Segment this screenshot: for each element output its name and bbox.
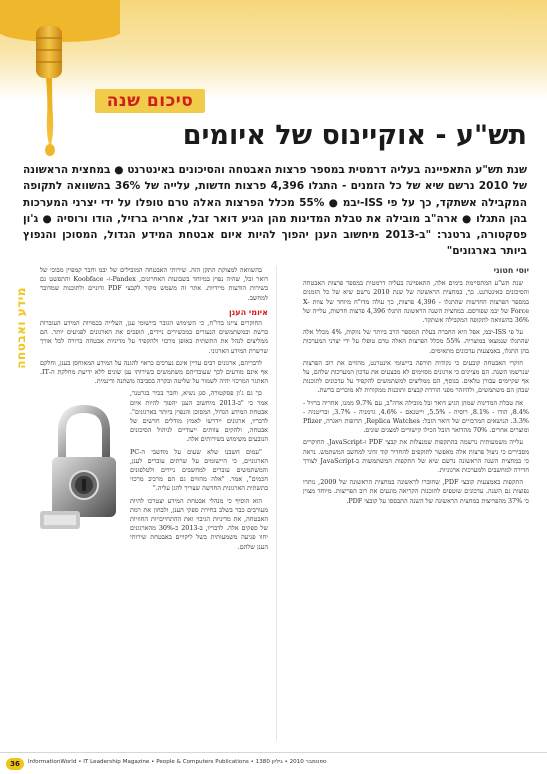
article-headline: תש"ע - אוקיינוס של איומים [182, 120, 527, 151]
paragraph: על פי ISS-יבמ, אפל היא החברה בעלת המספר הרב ביותר של נוזקות, 4% מכלל אלה שהתגלו שנמצאו במוצריה. 55% מכלל הפרצות האלה טרם טופלו על ידי יצרני המערכות בהן התגלו, באמצעות עדכונים מתאימים. [303, 328, 529, 355]
side-vertical-label [6, 268, 36, 388]
column-divider [276, 266, 277, 741]
section-tag [95, 89, 205, 113]
paragraph: כך גם ג'ון פסקטורה, סגן נשיא, וחבר בכיר בגרטנר, אמר כי "ב-2013 מיחשוב הענן יהפוך להיות איום אבטחת המידע הגדול, המסוכן והנפוץ ביותר בארגונים". לדבריו, ארגונים יידרשו לאמץ מודלים חדשים של אבטחה, ולהקים צוותים ייעודיים לניהול הסיכונים הנובעים משימוש בשירותים אלה. [130, 389, 268, 444]
paragraph: החוקרים ציינו בדו"ח, כי השימוש הגובר ביישומי ענן, העלייה בכמויות המידע העוברות ברשת ובמשתמשים הנעזרים במכשירים ניידים, הופכים את הארגונים לפגיעים יותר. הם ממליצים לנהל את התשתית באופן מרכזי ולהקפיד על מדיניות אבטחה ברורה לכל אורך שרשרת המידע הארגוני. [40, 319, 268, 355]
paragraph: שנת תש"ע המתסיימת בימים אלה, התאפיינה בעליה דרמטית במספר פרצות האבטחה והסיכונים באינטרנט. כך, במחצית הראשונה של שנת 2010 נרשם שיא של כל הזמנים במספר הפרצות החדשות שהתגלו - 4,396 פרצות, כך עולה מדו"ח מיוחד של צוות X-Force של יבמ שפורסם. במחצית השנה הראשונה התגלו 4,396 פרצות חדשות, עלייה של 36% בהשוואה לתקופה המקבילה אשתקד. [303, 279, 529, 325]
side-vertical-text: מידע ואבטחה [14, 287, 28, 369]
padlock-illustration [40, 391, 124, 541]
article-column-left [40, 266, 268, 741]
article-column-right [303, 266, 529, 741]
paragraph: לדבריהם, ארגונים רבים עדיין אינם נערכים כראוי להגנה על המידע המאוחסן בענן, וחלקם אף אינם מודעים לכך שעובדיהם משתמשים בשירותי ענן שונים ללא ידיעת מחלקת ה-IT. האתגר המרכזי יהיה לשמור על שליטה ובקרה בסביבה משתנה ודינמית. [40, 358, 268, 386]
padlock-icon [40, 391, 124, 541]
paragraph: "עמום חשבנו שלא שעום על מחשבי ה-PC הארגוניים, כי היישומים על שרתים עוברים לענן, והמשתמשים עוברים למחשבים ניידים ולטלפונים חכמים", אמר. "אלה מהווים גם הם מרכיב מרכזי בתשתית הארגונית החדשה שצריך להגן עליה." [130, 447, 268, 493]
section-subheading: איומי הענן [228, 307, 268, 317]
paragraph: עלייה משמעותית נרשמה בהתקפות שמנצלות את קבצי PDF ו-JavaScript. החוקרים מסבירים כי ניצול פרצות אלה מאפשר לתוקפים להחדיר קוד זדוני למחשב המשתמש. נראה כי במחצית השנה הראשונה נרשם שיא של התקפות המשתמשות ב-JavaScript לצורך חדירה למחשבים ולמערכות ארגוניות. [303, 438, 529, 475]
author-byline: יוסי חטוני [493, 266, 529, 275]
paragraph: בהשוואה למצוקת התקן הזה. שירותי האבטחה המובילים של יבמ וחבר קמפיין מבוכי של דואר זבל, שהיה נפוץ במיוחד בשבועות האחרונים, Pandex-ו- Koobface והתפשט גם בשירות הודעות מיידיות. אתר זה משמש מקור לקבצי PDF זדוניים ולתוכנות שמדובר למחשב. [40, 266, 268, 302]
page-number: 36 [6, 758, 24, 770]
paragraph: התקפות באמצעות קובצי PDF, שחוברו לראשונה במחצית הראשונה של 2009, נותרו נפוצות גם השנה. עדכונים שוטפים לתוכנות הקריאה מונעים את רוב הפריצות. מיוחד מצוין כי 37% מהפריצות במחצית הראשונה של השנה התבססו על קובצי PDF. [303, 478, 529, 505]
footer-publication-line: InformationWorld • IT Leadership Magazine • People & Computers Publications • ספטמבר 2010 • גיליון 1380 [28, 759, 327, 765]
paragraph: הוא הוסיף כי מנהלי אבטחת המידע יצטרכו להיות מעורבים כבר בשלב בחירת ספקי הענן, ולבחון את רמת האבטחה, את מדיניות הגיבוי ואת ההתחייבויות החוזיות של ספקים אלה. לדבריו, ב-2013 כ-30% מהארגונים יחוו פגיעה משמעותית בשל ליקויים באבטחת שירותי הענן שלהם. [130, 496, 268, 551]
article-lead: שנת תש"ע התאפיינה בעליה דרמטית במספר פרצות האבטחה והסיכונים באינטרנט ● במחצית הראשונה של 2010 נרשם שיא של כל הזמנים - התגלו 4,396 פרצות חדשות, עלייה של 36% בהשוואה לתקופה המקבילה אשתקד, כך על פי ISS-יבמ ● 55% מכלל הפרצות האלה טרם טופלו על ידי יצרני המערכות בהן התגלו ● ארה"ב מובילה את טבלת המדינות מהן הגיע דואר זבל, אחריה ברזיל, הודו ורוסיה ● ג'ון פסקטורה, גרטנר: "ב-2013 מיחשוב הענן יהפוך להיות איום אבטחת המידע הגדול, המסוכן והנפוץ ביותר בארגונים" [23, 164, 527, 258]
section-tag-label: סיכום שנה [106, 91, 194, 111]
paragraph: חוקרי האבטחה קובעים כי נקודות תורפה ביישומי אינטרנט, מהווים את רוב הפרצות שנרשמו השנה. הם מציינים כי ארגונים מסוימים לא מבצעים את עדכון המערכות שלהם, על אף שקיימים עבורן טלאים. בנוסף, הם ממליצים למשתמשים להקפיד על עדכונים לתוכנות שבהן הם משתמשים, ולהיזהר מפני הורדת קבצים ותוכנות ממקורות לא מוכרים ברשת. [303, 358, 529, 395]
paragraph: את טבלת המדינות שמהן הגיע דואר זבל מובילה ארה"ב, עם 9.7% ממנו, אחריה ברזיל - 8.4%, הודו - 8.1%, רוסיה - 5.5%, וייטנאם - 4.6%, גרמניה - 3.7%, ובריטניה - 3.3%. הנושאים המרכזיים של דואר הזבל: Replica Watches, תרופות ויאגרה, Pfizer ומוצרים אחרים. 70% מהדואר הזבל הכילו קישורים למצגים שונים. [303, 398, 529, 435]
